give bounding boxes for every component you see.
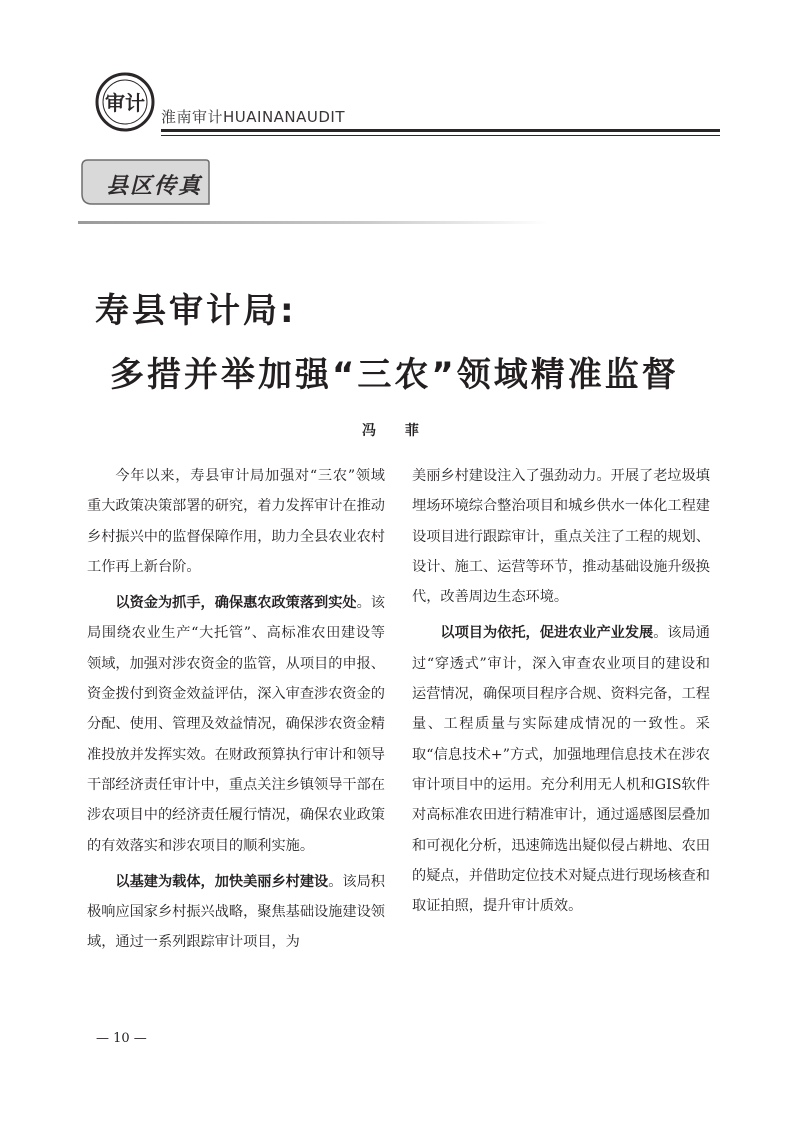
magazine-name: 淮南审计HUAINANAUDIT bbox=[161, 108, 346, 126]
header-rule-thin bbox=[161, 135, 720, 136]
paragraph-projects-body: 。该局通过“穿透式”审计，深入审查农业项目的建设和运营情况，确保项目程序合规、资料完备，工程量、工程质量与实际建成情况的一致性。采取“信息技术+”方式，加强地理信息技术在涉农审计项目中的运用。充分利用无人机和GIS软件对高标准农田进行精准审计，通过遥感图层叠加和可视化分析，迅速筛选出疑似侵占耕地、农田的疑点，并借助定位技术对疑点进行现场核查和取证拍照，提升审计质效。 bbox=[412, 625, 710, 915]
section-divider bbox=[78, 221, 548, 224]
paragraph-infrastructure-lead: 以基建为载体，加快美丽乡村建设 bbox=[115, 873, 329, 890]
paragraph-infrastructure-continued: 美丽乡村建设注入了强劲动力。开展了老垃圾填埋场环境综合整治项目和城乡供水一体化工程建设项目进行跟踪审计，重点关注了工程的规划、设计、施工、运营等环节，推动基础设施升级换代，改善周边生态环境。 bbox=[412, 468, 710, 606]
intro-paragraph: 今年以来，寿县审计局加强对“三农”领域重大政策决策部署的研究，着力发挥审计在推动乡村振兴中的监督保障作用，助力全县农业农村工作再上新台阶。 bbox=[87, 468, 385, 575]
page-number: — 10 — bbox=[96, 1031, 147, 1046]
paragraph-infrastructure bbox=[87, 867, 385, 958]
article-title-line-2: 多措并举加强“三农”领域精准监督 bbox=[110, 355, 679, 395]
article-author: 冯 菲 bbox=[362, 423, 431, 439]
text-column-right bbox=[412, 461, 710, 921]
paragraph-funds bbox=[87, 588, 385, 861]
page-header bbox=[95, 62, 720, 142]
audit-logo bbox=[95, 72, 155, 132]
text-column-left bbox=[87, 461, 385, 958]
paragraph-infrastructure-body: 。该局积极响应国家乡村振兴战略，聚焦基础设施建设领域，通过一系列跟踪审计项目，为 bbox=[87, 873, 385, 951]
section-label: 县区传真 bbox=[106, 174, 203, 199]
section-tab bbox=[78, 157, 212, 207]
paragraph-funds-lead: 以资金为抓手，确保惠农政策落到实处 bbox=[115, 595, 357, 612]
paragraph-projects bbox=[412, 618, 710, 921]
logo-text: 审计 bbox=[105, 91, 145, 115]
paragraph-funds-body: 。该局围绕农业生产“大托管”、高标准农田建设等领域，加强对涉农资金的监管，从项目的申报、资金拨付到资金效益评估，深入审查涉农资金的分配、使用、管理及效益情况，确保涉农资金精准投放并发挥实效。在财政预算执行审计和领导干部经济责任审计中，重点关注乡镇领导干部在涉农项目中的经济责任履行情况，确保农业政策的有效落实和涉农项目的顺利实施。 bbox=[87, 595, 385, 854]
article-title-line-1: 寿县审计局: bbox=[95, 291, 297, 331]
paragraph-projects-lead: 以项目为依托，促进农业产业发展 bbox=[440, 625, 654, 642]
header-rule-thick bbox=[161, 129, 720, 132]
